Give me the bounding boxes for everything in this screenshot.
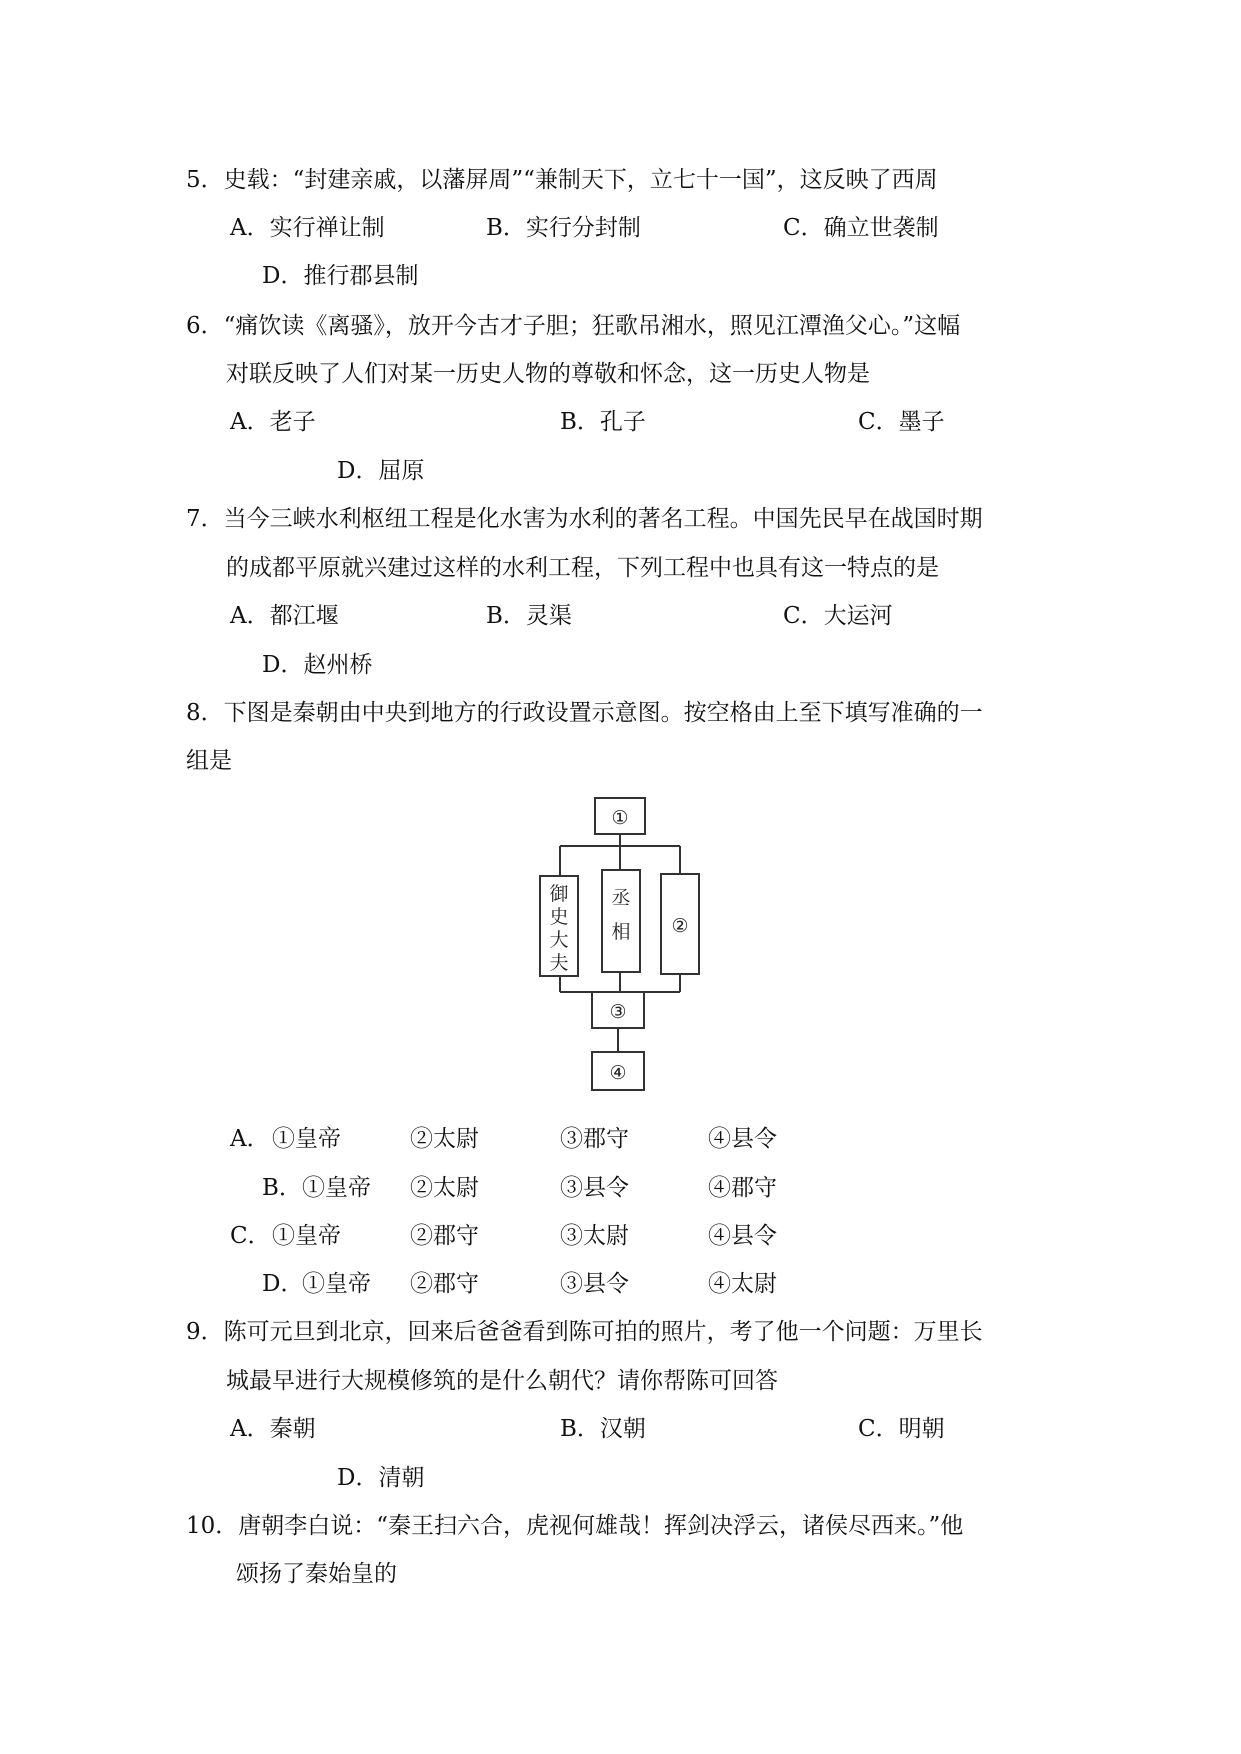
- q8-stem-line2: 组是: [186, 748, 232, 774]
- q8-option-d-1: ①皇帝: [302, 1271, 371, 1297]
- q10-stem-line2: 颂扬了秦始皇的: [236, 1561, 397, 1587]
- q8-option-b-1: ①皇帝: [302, 1175, 371, 1201]
- q8-option-c-2: ②郡守: [410, 1223, 479, 1249]
- q8-option-d-4: ④太尉: [708, 1271, 777, 1297]
- q7-option-d: D．赵州桥: [262, 652, 373, 678]
- q5-option-a: A．实行禅让制: [230, 215, 385, 241]
- q8-option-b-3: ③县令: [560, 1175, 629, 1201]
- q6-option-d: D．屈原: [337, 458, 425, 484]
- q6-option-a: A．老子: [230, 409, 316, 435]
- q8-option-d-label: D．: [262, 1271, 304, 1297]
- q7-option-a: A．都江堰: [230, 603, 339, 629]
- q8-option-a-label: A．: [230, 1126, 270, 1152]
- q8-stem-line1: 8．下图是秦朝由中央到地方的行政设置示意图。按空格由上至下填写准确的一: [186, 700, 983, 726]
- q8-option-d-2: ②郡守: [410, 1271, 479, 1297]
- diagram-label-cheng: 丞: [611, 887, 631, 909]
- diagram-label-1: ①: [611, 807, 629, 829]
- diagram-label-2: ②: [671, 915, 689, 937]
- q8-option-c-label: C．: [230, 1223, 271, 1249]
- q8-option-b-4: ④郡守: [708, 1175, 777, 1201]
- diagram-label-shi: 史: [549, 906, 569, 928]
- q9-stem-line2: 城最早进行大规模修筑的是什么朝代？请你帮陈可回答: [226, 1368, 778, 1394]
- q8-option-c-1: ①皇帝: [272, 1223, 341, 1249]
- diagram-label-da: 大: [549, 929, 569, 951]
- q8-option-b-label: B．: [262, 1175, 302, 1201]
- diagram-label-4: ④: [609, 1062, 627, 1084]
- q9-option-d: D．清朝: [337, 1465, 425, 1491]
- q6-stem-line2: 对联反映了人们对某一历史人物的尊敬和怀念，这一历史人物是: [226, 361, 870, 387]
- q10-stem-line1: 10．唐朝李白说：“秦王扫六合，虎视何雄哉！挥剑决浮云，诸侯尽西来。”他: [186, 1513, 964, 1539]
- diagram-label-xiang: 相: [611, 921, 631, 943]
- q9-option-c: C．明朝: [858, 1416, 945, 1442]
- q6-stem-line1: 6．“痛饮读《离骚》，放开今古才子胆；狂歌吊湘水，照见江潭渔父心。”这幅: [186, 313, 961, 339]
- q8-option-d-3: ③县令: [560, 1271, 629, 1297]
- q8-option-a-3: ③郡守: [560, 1126, 629, 1152]
- q8-option-a-4: ④县令: [708, 1126, 777, 1152]
- q7-option-b: B．灵渠: [486, 603, 572, 629]
- q8-option-c-4: ④县令: [708, 1223, 777, 1249]
- q8-option-c-3: ③太尉: [560, 1223, 629, 1249]
- q5-option-d: D．推行郡县制: [262, 263, 419, 289]
- q9-stem-line1: 9．陈可元旦到北京，回来后爸爸看到陈可拍的照片，考了他一个问题：万里长: [186, 1319, 983, 1345]
- q9-option-b: B．汉朝: [560, 1416, 646, 1442]
- q8-option-a-1: ①皇帝: [272, 1126, 341, 1152]
- diagram-label-fu: 夫: [549, 952, 569, 974]
- diagram-label-3: ③: [609, 1001, 627, 1023]
- q7-stem-line1: 7．当今三峡水利枢纽工程是化水害为水利的著名工程。中国先民早在战国时期: [186, 506, 983, 532]
- q5-stem: 5．史载：“封建亲戚，以藩屏周”“兼制天下，立七十一国”，这反映了西周: [186, 167, 938, 193]
- q8-option-b-2: ②太尉: [410, 1175, 479, 1201]
- q5-option-b: B．实行分封制: [486, 215, 641, 241]
- diagram-label-yu: 御: [549, 883, 569, 905]
- q5-option-c: C．确立世袭制: [783, 215, 939, 241]
- qin-admin-diagram: [530, 796, 710, 1096]
- q8-option-a-2: ②太尉: [410, 1126, 479, 1152]
- q6-option-c: C．墨子: [858, 409, 945, 435]
- q9-option-a: A．秦朝: [230, 1416, 316, 1442]
- q7-option-c: C．大运河: [783, 603, 893, 629]
- q6-option-b: B．孔子: [560, 409, 646, 435]
- q7-stem-line2: 的成都平原就兴建过这样的水利工程，下列工程中也具有这一特点的是: [226, 555, 939, 581]
